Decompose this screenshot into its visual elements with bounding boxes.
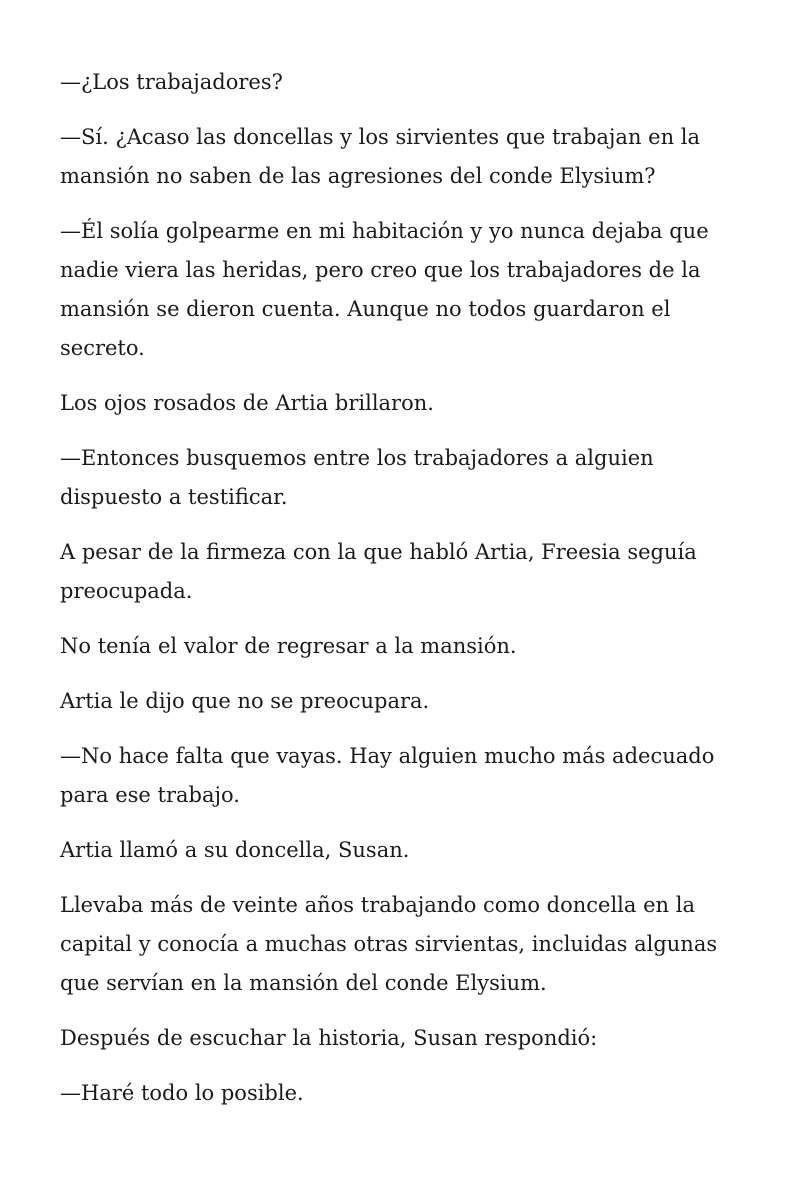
paragraph: No tenía el valor de regresar a la mansión. [60, 634, 517, 658]
paragraph: —Él solía golpearme en mi habitación y yo nunca dejaba que nadie viera las heridas, pero creo que los trabajadores de la mansión se dieron cuenta. Aunque no todos guardaron el secreto. [60, 219, 709, 360]
paragraph: Llevaba más de veinte años trabajando como doncella en la capital y conocía a muchas otras sirvientas, incluidas algunas que servían en la mansión del conde Elysium. [60, 893, 718, 995]
paragraph: —Haré todo lo posible. [60, 1081, 304, 1105]
paragraph: —No hace falta que vayas. Hay alguien mucho más adecuado para ese trabajo. [60, 744, 715, 807]
paragraph: Artia llamó a su doncella, Susan. [60, 838, 410, 862]
paragraph: A pesar de la firmeza con la que habló Artia, Freesia seguía preocupada. [60, 540, 697, 603]
paragraph: Los ojos rosados de Artia brillaron. [60, 391, 434, 415]
paragraph: Después de escuchar la historia, Susan respondió: [60, 1026, 598, 1050]
paragraph: —Entonces busquemos entre los trabajadores a alguien dispuesto a testificar. [60, 446, 654, 509]
paragraph: —¿Los trabajadores? [60, 70, 283, 94]
paragraph: —Sí. ¿Acaso las doncellas y los sirvientes que trabajan en la mansión no saben de las agresiones del conde Elysium? [60, 125, 701, 188]
paragraph: Artia le dijo que no se preocupara. [60, 689, 430, 713]
